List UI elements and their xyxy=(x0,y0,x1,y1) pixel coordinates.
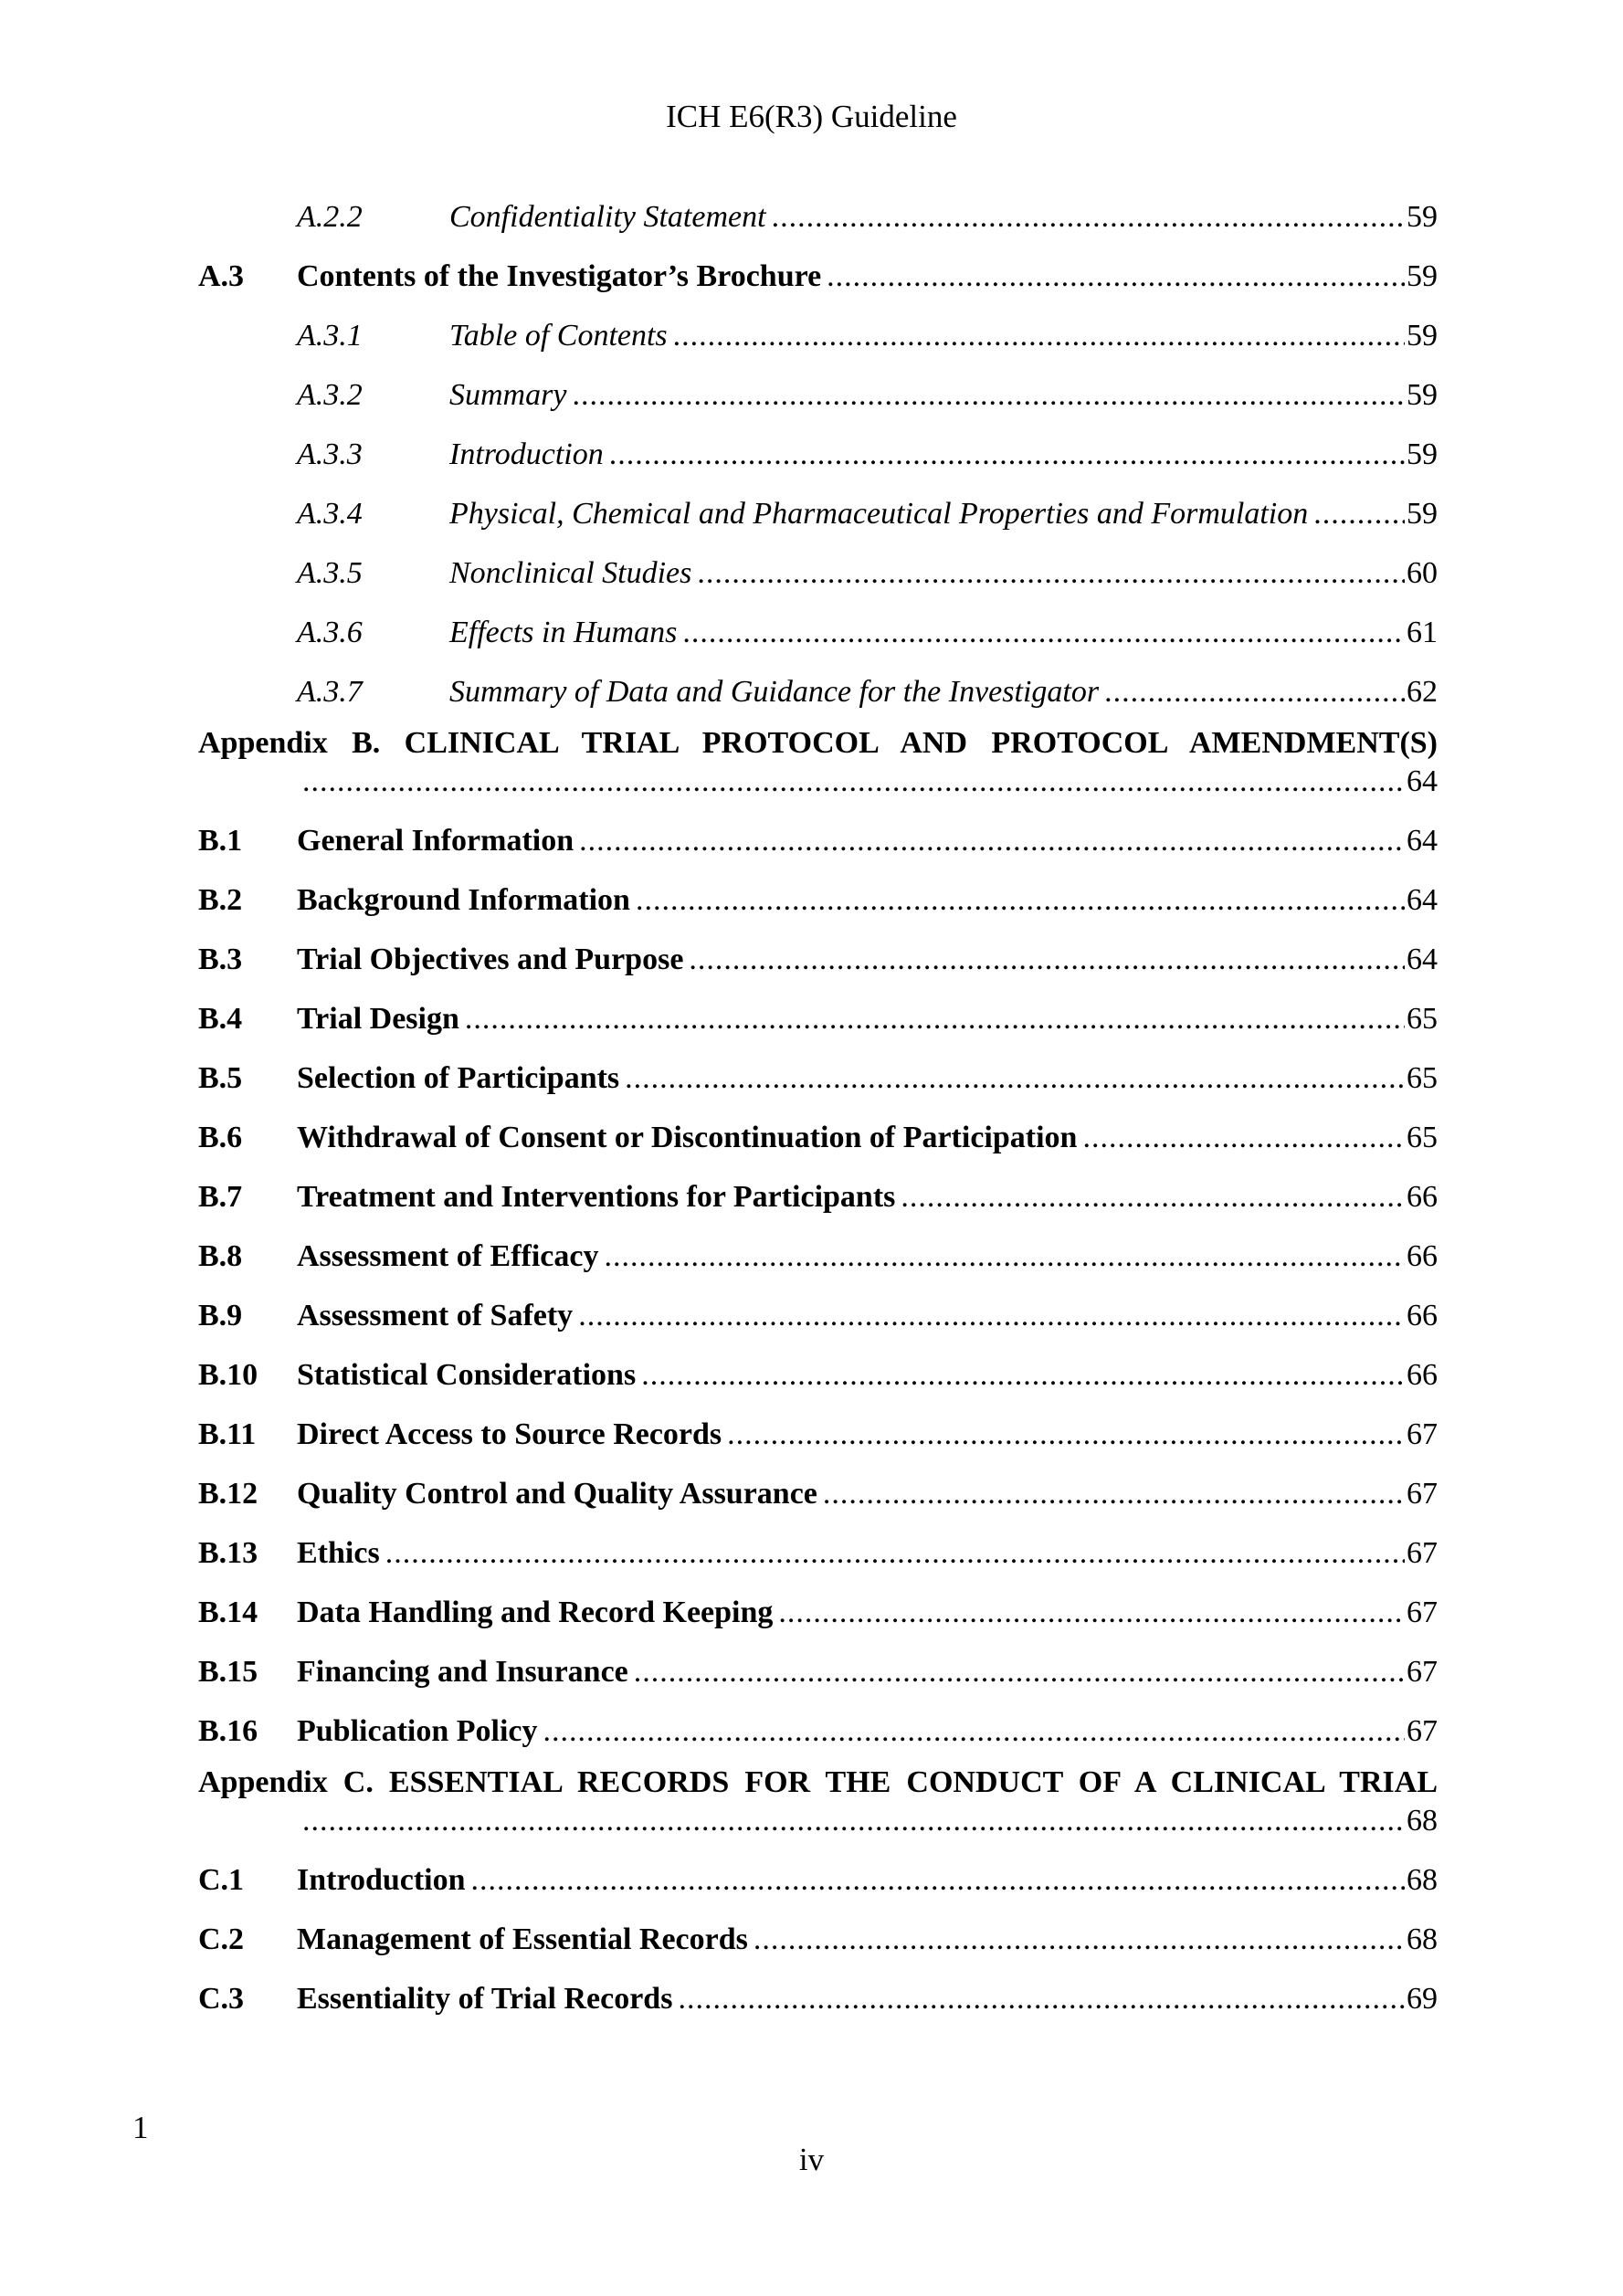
toc-entry-title: Ethics xyxy=(297,1536,380,1570)
dot-leader xyxy=(636,878,1405,923)
dot-leader xyxy=(697,551,1405,596)
toc-entry-title: Introduction xyxy=(297,1863,466,1897)
dot-leader xyxy=(578,1293,1405,1339)
toc-entry[interactable] xyxy=(0,1293,1623,1339)
toc-entry[interactable] xyxy=(0,195,1623,240)
dot-leader xyxy=(634,1649,1405,1695)
toc-entry[interactable] xyxy=(0,1531,1623,1576)
toc-entry-title: Contents of the Investigator’s Brochure xyxy=(297,259,822,293)
dot-leader xyxy=(1104,669,1405,715)
toc-entry-number: A.3.5 xyxy=(297,556,363,590)
toc-entry-page: 68 xyxy=(1407,1922,1438,1956)
toc-entry[interactable] xyxy=(0,996,1623,1042)
toc-entry[interactable] xyxy=(0,610,1623,656)
toc-entry-page: 64 xyxy=(1407,824,1438,858)
toc-entry-number: B.13 xyxy=(198,1536,258,1570)
toc-entry-page: 59 xyxy=(1407,259,1438,293)
toc-entry[interactable] xyxy=(0,1234,1623,1280)
toc-entry-number: A.2.2 xyxy=(297,200,363,234)
toc-entry-page: 66 xyxy=(1407,1358,1438,1392)
toc-entry[interactable] xyxy=(0,254,1623,300)
toc-entry[interactable] xyxy=(0,1917,1623,1963)
toc-entry[interactable] xyxy=(0,1590,1623,1636)
toc-entry[interactable] xyxy=(0,551,1623,596)
toc-entry[interactable] xyxy=(0,1056,1623,1101)
toc-entry-number: B.8 xyxy=(198,1239,243,1273)
toc-entry-number: B.5 xyxy=(198,1061,243,1095)
toc-entry-number: B.11 xyxy=(198,1417,257,1451)
toc-entry-number: A.3.1 xyxy=(297,319,363,353)
toc-entry-number: B.16 xyxy=(198,1714,258,1748)
toc-entry-title: Financing and Insurance xyxy=(297,1655,628,1689)
toc-entry-title: Quality Control and Quality Assurance xyxy=(297,1477,817,1511)
toc-entry-title: Trial Design xyxy=(297,1002,459,1036)
toc-entry[interactable] xyxy=(0,1858,1623,1903)
dot-leader xyxy=(754,1917,1405,1963)
toc-entry-page: 65 xyxy=(1407,1002,1438,1036)
toc-entry-title: Summary xyxy=(449,378,567,412)
toc-entry-title: Publication Policy xyxy=(297,1714,538,1748)
dot-leader xyxy=(302,1802,1405,1840)
toc-entry[interactable] xyxy=(0,1471,1623,1517)
dot-leader xyxy=(682,610,1405,656)
toc-entry-title: Effects in Humans xyxy=(449,616,678,649)
toc-entry-number: B.6 xyxy=(198,1121,243,1154)
toc-entry-number: A.3.7 xyxy=(297,675,363,709)
toc-entry-number: A.3.2 xyxy=(297,378,363,412)
dot-leader xyxy=(673,313,1405,359)
dot-leader xyxy=(385,1531,1405,1576)
toc-entry-page: 59 xyxy=(1407,437,1438,471)
toc-entry-title: Essentiality of Trial Records xyxy=(297,1982,673,2016)
toc-entry[interactable] xyxy=(0,818,1623,864)
toc-entry-page: 65 xyxy=(1407,1121,1438,1154)
toc-entry-title: Physical, Chemical and Pharmaceutical Properties and Formulation xyxy=(449,497,1309,531)
dot-leader xyxy=(465,996,1405,1042)
dot-leader xyxy=(641,1353,1405,1398)
toc-entry[interactable] xyxy=(0,878,1623,923)
dot-leader xyxy=(572,373,1405,418)
dot-leader xyxy=(625,1056,1405,1101)
toc-entry-title: Nonclinical Studies xyxy=(449,556,692,590)
toc-entry-title: Statistical Considerations xyxy=(297,1358,637,1392)
toc-entry-title: Table of Contents xyxy=(449,319,668,353)
toc-entry-page: 67 xyxy=(1407,1417,1438,1451)
toc-entry-title: Introduction xyxy=(449,437,604,471)
toc-entry-number: C.3 xyxy=(198,1982,245,2016)
toc-entry-page: 62 xyxy=(1407,675,1438,709)
toc-entry-title: Treatment and Interventions for Participants xyxy=(297,1180,896,1214)
toc-entry-number: B.9 xyxy=(198,1299,243,1332)
toc-entry[interactable] xyxy=(0,491,1623,537)
toc-entry-page: 59 xyxy=(1407,319,1438,353)
page-header: ICH E6(R3) Guideline xyxy=(666,99,957,134)
toc-entry-number: B.2 xyxy=(198,883,243,917)
toc-entry[interactable] xyxy=(0,1976,1623,2022)
toc-entry-number: A.3.4 xyxy=(297,497,363,531)
dot-leader xyxy=(901,1174,1405,1220)
toc-entry-page: 64 xyxy=(1407,883,1438,917)
dot-leader xyxy=(609,432,1405,478)
dot-leader xyxy=(727,1412,1405,1458)
toc-entry-page: 59 xyxy=(1407,497,1438,531)
toc-entry-page: 67 xyxy=(1407,1655,1438,1689)
toc-entry-title: Data Handling and Record Keeping xyxy=(297,1596,774,1629)
toc-entry[interactable] xyxy=(0,937,1623,983)
toc-entry[interactable] xyxy=(0,1649,1623,1695)
dot-leader xyxy=(772,195,1405,240)
dot-leader xyxy=(543,1709,1406,1754)
dot-leader xyxy=(689,937,1405,983)
toc-entry[interactable] xyxy=(0,1174,1623,1220)
toc-entry-page: 67 xyxy=(1407,1477,1438,1511)
toc-entry[interactable] xyxy=(0,432,1623,478)
toc-entry-number: B.15 xyxy=(198,1655,258,1689)
dot-leader xyxy=(302,763,1405,801)
appendix-b-title: Appendix B. CLINICAL TRIAL PROTOCOL AND PROTOCOL AMENDMENT(S) xyxy=(198,726,1438,760)
toc-entry-page: 66 xyxy=(1407,1299,1438,1332)
appendix-c-title: Appendix C. ESSENTIAL RECORDS FOR THE CONDUCT OF A CLINICAL TRIAL xyxy=(198,1765,1438,1799)
toc-entry-title: Assessment of Safety xyxy=(297,1299,574,1332)
toc-entry[interactable] xyxy=(0,1353,1623,1398)
toc-entry-page: 59 xyxy=(1407,378,1438,412)
toc-entry-number: C.2 xyxy=(198,1922,245,1956)
toc-entry-number: A.3 xyxy=(198,259,245,293)
toc-entry-number: A.3.6 xyxy=(297,616,363,649)
dot-leader xyxy=(579,818,1405,864)
toc-entry-number: B.10 xyxy=(198,1358,258,1392)
dot-leader xyxy=(827,254,1405,300)
toc-entry-page: 69 xyxy=(1407,1982,1438,2016)
toc-entry-number: B.14 xyxy=(198,1596,258,1629)
page-number: iv xyxy=(798,2142,825,2177)
toc-entry-number: A.3.3 xyxy=(297,437,363,471)
toc-entry-page: 66 xyxy=(1407,1180,1438,1214)
toc-entry-number: B.12 xyxy=(198,1477,258,1511)
toc-entry[interactable] xyxy=(0,373,1623,418)
appendix-b-entry[interactable] xyxy=(198,724,1438,801)
toc-entry-number: B.7 xyxy=(198,1180,243,1214)
dot-leader xyxy=(471,1858,1405,1903)
dot-leader xyxy=(1082,1115,1405,1161)
toc-entry-title: Background Information xyxy=(297,883,630,917)
appendix-c-entry[interactable] xyxy=(198,1764,1438,1840)
toc-entry-title: Summary of Data and Guidance for the Investigator xyxy=(449,675,1100,709)
dot-leader xyxy=(678,1976,1405,2022)
toc-entry-title: Assessment of Efficacy xyxy=(297,1239,599,1273)
toc-entry-page: 64 xyxy=(1407,943,1438,976)
toc-entry-title: Management of Essential Records xyxy=(297,1922,748,1956)
toc-entry-page: 61 xyxy=(1407,616,1438,649)
toc-entry-page: 66 xyxy=(1407,1239,1438,1273)
toc-entry-page: 67 xyxy=(1407,1714,1438,1748)
toc-entry-title: Direct Access to Source Records xyxy=(297,1417,722,1451)
toc-entry-page: 60 xyxy=(1407,556,1438,590)
toc-entry[interactable] xyxy=(0,1412,1623,1458)
toc-entry-title: Confidentiality Statement xyxy=(449,200,766,234)
line-number: 1 xyxy=(132,2110,149,2145)
toc-entry[interactable] xyxy=(0,1115,1623,1161)
toc-entry-number: B.3 xyxy=(198,943,243,976)
toc-entry[interactable] xyxy=(0,1709,1623,1754)
toc-entry-number: C.1 xyxy=(198,1863,245,1897)
toc-entry-title: Withdrawal of Consent or Discontinuation of Participation xyxy=(297,1121,1078,1154)
toc-entry-page: 67 xyxy=(1407,1536,1438,1570)
dot-leader xyxy=(605,1234,1406,1280)
toc-entry[interactable] xyxy=(0,313,1623,359)
dot-leader xyxy=(778,1590,1405,1636)
toc-entry-title: Trial Objectives and Purpose xyxy=(297,943,684,976)
toc-entry[interactable] xyxy=(0,669,1623,715)
appendix-c-page: 68 xyxy=(1407,1804,1438,1838)
toc-entry-page: 67 xyxy=(1407,1596,1438,1629)
toc-entry-title: General Information xyxy=(297,824,574,858)
toc-entry-page: 68 xyxy=(1407,1863,1438,1897)
dot-leader xyxy=(823,1471,1405,1517)
dot-leader xyxy=(1313,491,1405,537)
toc-entry-number: B.4 xyxy=(198,1002,243,1036)
appendix-b-page: 64 xyxy=(1407,764,1438,798)
toc-entry-page: 65 xyxy=(1407,1061,1438,1095)
toc-entry-number: B.1 xyxy=(198,824,243,858)
toc-entry-title: Selection of Participants xyxy=(297,1061,620,1095)
toc-entry-page: 59 xyxy=(1407,200,1438,234)
